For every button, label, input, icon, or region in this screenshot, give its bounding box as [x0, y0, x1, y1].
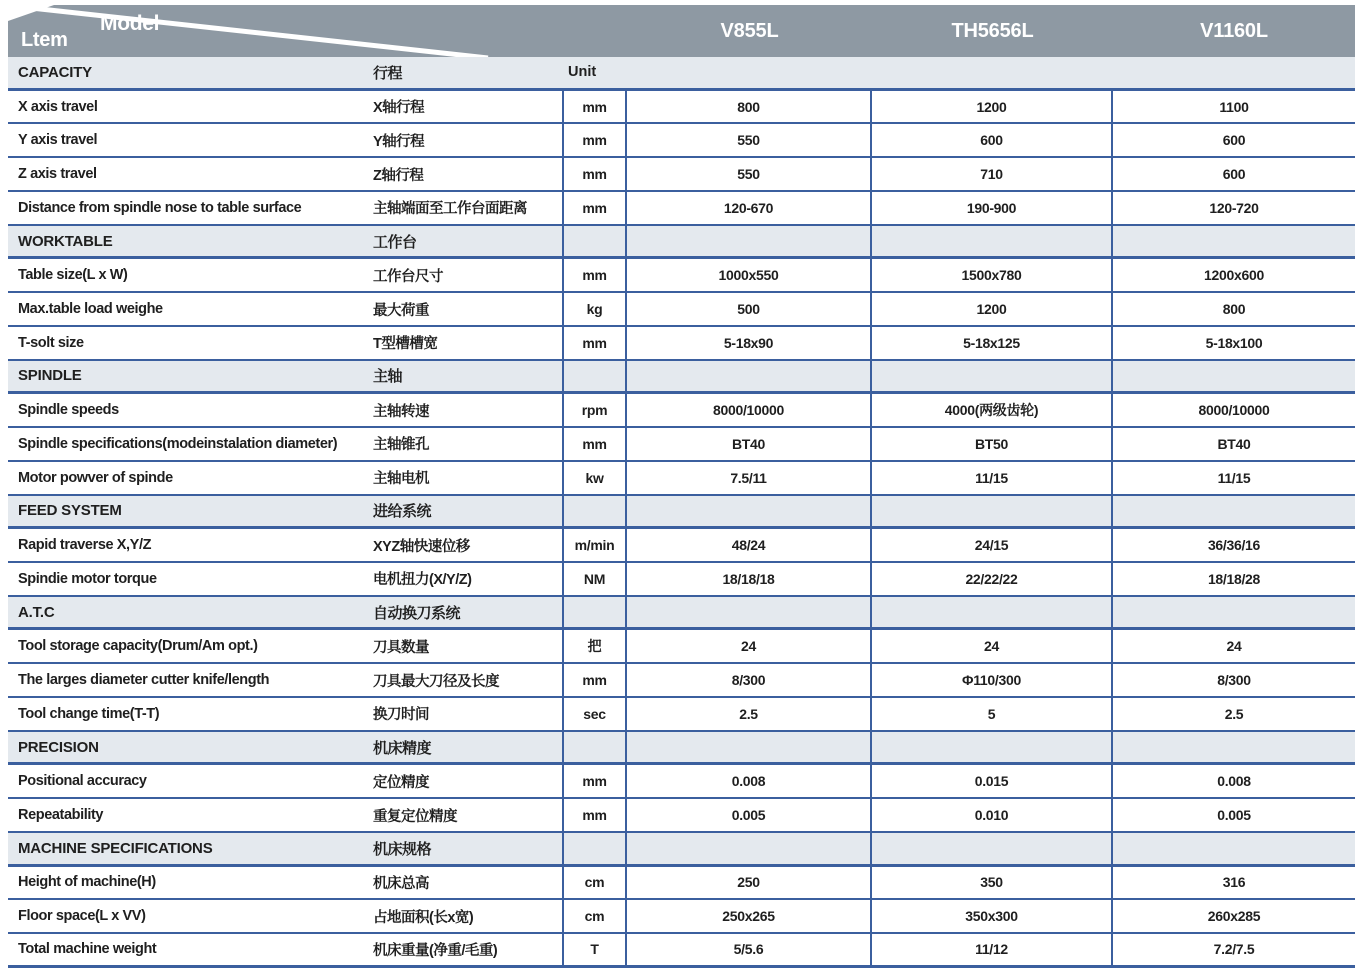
- spec-row: [8, 900, 1355, 934]
- spec-value-v855l: 7.5/11: [627, 462, 872, 494]
- spec-value-th5656l: 350: [872, 867, 1113, 899]
- spec-value-v1160l: 8000/10000: [1198, 402, 1270, 419]
- spec-value-th5656l: 5: [872, 698, 1113, 730]
- spec-label-zh: 最大荷重: [373, 302, 429, 319]
- spec-unit: mm: [562, 158, 627, 190]
- spec-label-en: Motor powver of spinde: [18, 469, 173, 486]
- spec-value-th5656l: 710: [872, 158, 1113, 190]
- section-empty-cell: [872, 597, 1113, 628]
- section-empty-cell: [1113, 361, 1355, 392]
- spec-label-en: Tool change time(T-T): [18, 705, 160, 722]
- spec-value-v855l: 5/5.6: [627, 934, 872, 965]
- spec-unit: mm: [562, 259, 627, 291]
- section-header-row: [8, 226, 1355, 260]
- section-empty-cell: [872, 496, 1113, 527]
- spec-label-en: Floor space(L x VV): [18, 908, 146, 925]
- spec-label-zh: 换刀时间: [373, 707, 429, 724]
- spec-value-v1160l: 0.008: [1217, 773, 1251, 790]
- section-header-row: [8, 496, 1355, 530]
- section-header-row: [8, 732, 1355, 766]
- spec-label-en: T-solt size: [18, 334, 84, 351]
- spec-row: [8, 664, 1355, 698]
- spec-label-en: Spindie motor torque: [18, 570, 157, 587]
- section-header-row: [8, 57, 1355, 91]
- section-title-en: A.T.C: [18, 603, 55, 621]
- spec-label-en: X axis travel: [18, 98, 98, 115]
- spec-label-en: Spindle speeds: [18, 402, 119, 419]
- spec-value-th5656l: 0.010: [872, 799, 1113, 831]
- section-empty-cell: [627, 496, 872, 527]
- spec-label-en: Spindle specifications(modeinstalation diameter): [18, 435, 338, 452]
- section-title-zh: 行程: [373, 64, 403, 82]
- section-title-en: SPINDLE: [18, 367, 82, 385]
- spec-value-v855l: 250: [627, 867, 872, 899]
- spec-value-v855l: 500: [627, 293, 872, 325]
- spec-value-th5656l: 22/22/22: [872, 563, 1113, 595]
- spec-value-v855l: 120-670: [627, 192, 872, 224]
- unit-column-header: [562, 597, 627, 628]
- table-header-band: [8, 5, 1355, 57]
- spec-value-v1160l: 800: [1222, 301, 1246, 317]
- spec-value-v855l: 550: [627, 124, 872, 156]
- section-title-en: WORKTABLE: [18, 232, 113, 250]
- section-title-en: MACHINE SPECIFICATIONS: [18, 839, 213, 857]
- spec-value-v1160l: 24: [1226, 638, 1242, 655]
- section-title-zh: 自动换刀系统: [373, 604, 461, 622]
- spec-unit: mm: [562, 91, 627, 123]
- section-empty-cell: [872, 732, 1113, 763]
- spec-label-zh: 电机扭力(X/Y/Z): [373, 572, 472, 589]
- spec-value-v855l: 2.5: [627, 698, 872, 730]
- spec-label-zh: XYZ轴快速位移: [373, 538, 470, 555]
- spec-label-zh: Z轴行程: [373, 167, 424, 184]
- spec-value-v1160l: 11/15: [1217, 469, 1251, 486]
- section-empty-cell: [872, 833, 1113, 864]
- spec-value-v855l: 800: [627, 91, 872, 123]
- spec-value-th5656l: 190-900: [872, 192, 1113, 224]
- spec-value-th5656l: 350x300: [872, 900, 1113, 932]
- spec-value-v855l: 48/24: [627, 529, 872, 561]
- spec-unit: mm: [562, 664, 627, 696]
- spec-row: [8, 698, 1355, 732]
- spec-label-zh: T型槽槽宽: [373, 336, 438, 353]
- spec-unit: sec: [562, 698, 627, 730]
- spec-unit: kg: [562, 293, 627, 325]
- spec-value-v1160l: 2.5: [1224, 705, 1244, 722]
- spec-value-th5656l: BT50: [872, 428, 1113, 460]
- spec-value-th5656l: 1200: [872, 91, 1113, 123]
- spec-unit: T: [562, 934, 627, 965]
- section-title-zh: 进给系统: [373, 503, 432, 521]
- section-title-zh: 机床规格: [373, 840, 432, 858]
- spec-unit: mm: [562, 327, 627, 359]
- spec-row: [8, 293, 1355, 327]
- spec-value-th5656l: 24: [872, 630, 1113, 662]
- spec-value-v855l: BT40: [627, 428, 872, 460]
- spec-value-v855l: 0.008: [627, 765, 872, 797]
- spec-label-zh: 机床总高: [373, 875, 429, 892]
- spec-label-zh: 刀具数量: [373, 639, 429, 656]
- spec-value-th5656l: 0.015: [872, 765, 1113, 797]
- model-axis-label: Model: [100, 12, 160, 35]
- spec-label-zh: 工作台尺寸: [373, 268, 443, 285]
- spec-unit: 把: [562, 630, 627, 662]
- spec-unit: cm: [562, 900, 627, 932]
- diagonal-divider: [8, 5, 562, 57]
- spec-row: [8, 765, 1355, 799]
- spec-label-en: Y axis travel: [18, 132, 98, 149]
- spec-label-en: Rapid traverse X,Y/Z: [18, 537, 152, 554]
- spec-row: [8, 91, 1355, 125]
- spec-value-th5656l: Φ110/300: [872, 664, 1113, 696]
- spec-unit: cm: [562, 867, 627, 899]
- unit-column-header: [562, 496, 627, 527]
- unit-column-header: Unit: [568, 64, 597, 81]
- spec-unit: mm: [562, 765, 627, 797]
- spec-value-v1160l: 600: [1222, 132, 1246, 149]
- section-empty-cell: [627, 732, 872, 763]
- section-empty-cell: [1113, 833, 1355, 864]
- section-empty-cell: [1113, 597, 1355, 628]
- spec-label-en: Repeatability: [18, 807, 104, 824]
- spec-label-zh: 机床重量(净重/毛重): [373, 942, 498, 959]
- spec-value-v1160l: 260x285: [1207, 908, 1261, 925]
- spec-label-en: Max.table load weighe: [18, 301, 163, 317]
- spec-value-th5656l: 11/12: [872, 934, 1113, 965]
- spec-row: [8, 192, 1355, 226]
- spec-label-zh: Y轴行程: [373, 133, 425, 150]
- spec-value-v1160l: 36/36/16: [1207, 537, 1261, 554]
- spec-row: [8, 934, 1355, 968]
- spec-value-v855l: 8000/10000: [627, 394, 872, 426]
- section-title-en: FEED SYSTEM: [18, 502, 122, 520]
- spec-value-v855l: 550: [627, 158, 872, 190]
- spec-value-v855l: 250x265: [627, 900, 872, 932]
- spec-label-zh: 刀具最大刀径及长度: [373, 673, 499, 690]
- spec-row: [8, 563, 1355, 597]
- spec-value-th5656l: 11/15: [872, 462, 1113, 494]
- spec-row: [8, 428, 1355, 462]
- unit-column-header: [562, 732, 627, 763]
- spec-label-zh: 重复定位精度: [373, 808, 457, 825]
- section-title-en: PRECISION: [18, 738, 99, 756]
- spec-row: [8, 462, 1355, 496]
- spec-label-en: Total machine weight: [18, 941, 157, 958]
- spec-row: [8, 799, 1355, 833]
- spec-value-v855l: 1000x550: [627, 259, 872, 291]
- spec-row: [8, 259, 1355, 293]
- section-title-zh: 工作台: [373, 233, 417, 251]
- spec-unit: mm: [562, 428, 627, 460]
- section-title-zh: 主轴: [373, 368, 403, 386]
- spec-value-v855l: 18/18/18: [627, 563, 872, 595]
- table-body: [8, 57, 1355, 968]
- model-column-th5656l: TH5656L: [951, 19, 1034, 42]
- spec-value-v855l: 8/300: [627, 664, 872, 696]
- spec-label-zh: 主轴转速: [373, 403, 429, 420]
- spec-label-en: Positional accuracy: [18, 773, 147, 790]
- spec-value-th5656l: 4000(两级齿轮): [872, 394, 1113, 426]
- spec-value-v1160l: 8/300: [1217, 672, 1251, 689]
- spec-row: [8, 327, 1355, 361]
- spec-value-v1160l: BT40: [1217, 435, 1251, 452]
- item-axis-label: Ltem: [21, 29, 68, 51]
- section-header-row: [8, 361, 1355, 395]
- spec-value-v1160l: 1100: [1219, 98, 1249, 115]
- section-empty-cell: [872, 226, 1113, 257]
- spec-value-v1160l: 316: [1222, 874, 1246, 891]
- spec-label-zh: X轴行程: [373, 100, 425, 117]
- section-empty-cell: [1113, 57, 1355, 88]
- section-empty-cell: [1113, 496, 1355, 527]
- spec-row: [8, 394, 1355, 428]
- section-empty-cell: [872, 57, 1113, 88]
- spec-row: [8, 124, 1355, 158]
- section-empty-cell: [627, 361, 872, 392]
- spec-value-th5656l: 1500x780: [872, 259, 1113, 291]
- spec-label-en: Table size(L x W): [18, 267, 128, 284]
- spec-row: [8, 158, 1355, 192]
- spec-value-v1160l: 600: [1222, 166, 1246, 183]
- spec-value-v1160l: 5-18x100: [1205, 334, 1263, 351]
- spec-label-en: Z axis travel: [18, 166, 97, 183]
- section-empty-cell: [627, 57, 872, 88]
- spec-value-v1160l: 1200x600: [1204, 267, 1264, 284]
- machine-spec-table: [8, 5, 1355, 968]
- section-empty-cell: [1113, 732, 1355, 763]
- spec-label-zh: 占地面积(长x宽): [373, 909, 474, 926]
- spec-value-v1160l: 7.2/7.5: [1213, 941, 1255, 958]
- unit-column-header: [562, 361, 627, 392]
- spec-row: [8, 630, 1355, 664]
- unit-column-header: [562, 833, 627, 864]
- spec-label-en: Distance from spindle nose to table surface: [18, 199, 302, 216]
- spec-unit: rpm: [562, 394, 627, 426]
- spec-label-zh: 定位精度: [373, 774, 429, 791]
- spec-label-en: The larges diameter cutter knife/length: [18, 672, 270, 689]
- section-title-en: CAPACITY: [18, 63, 92, 81]
- section-empty-cell: [627, 226, 872, 257]
- spec-label-en: Tool storage capacity(Drum/Am opt.): [18, 638, 258, 655]
- spec-unit: NM: [562, 563, 627, 595]
- spec-value-th5656l: 24/15: [872, 529, 1113, 561]
- spec-label-zh: 主轴电机: [373, 471, 429, 488]
- spec-value-v855l: 0.005: [627, 799, 872, 831]
- spec-label-zh: 主轴锥孔: [373, 437, 429, 454]
- spec-row: [8, 529, 1355, 563]
- spec-unit: kw: [562, 462, 627, 494]
- unit-column-header: [562, 226, 627, 257]
- spec-value-v1160l: 18/18/28: [1207, 570, 1261, 587]
- spec-value-v1160l: 120-720: [1209, 199, 1259, 216]
- section-header-row: [8, 833, 1355, 867]
- section-empty-cell: [627, 833, 872, 864]
- spec-label-zh: 主轴端面至工作台面距离: [373, 201, 527, 218]
- section-empty-cell: [1113, 226, 1355, 257]
- section-empty-cell: [627, 597, 872, 628]
- item-model-diagonal-cell: [8, 5, 627, 57]
- spec-unit: mm: [562, 124, 627, 156]
- spec-label-en: Height of machine(H): [18, 874, 156, 891]
- spec-value-v855l: 5-18x90: [627, 327, 872, 359]
- spec-unit: mm: [562, 799, 627, 831]
- spec-value-v855l: 24: [627, 630, 872, 662]
- spec-value-th5656l: 1200: [872, 293, 1113, 325]
- model-column-v855l: V855L: [720, 19, 779, 42]
- model-column-v1160l: V1160L: [1200, 19, 1268, 42]
- spec-value-th5656l: 600: [872, 124, 1113, 156]
- spec-row: [8, 867, 1355, 901]
- section-header-row: [8, 597, 1355, 631]
- spec-value-th5656l: 5-18x125: [872, 327, 1113, 359]
- section-empty-cell: [872, 361, 1113, 392]
- spec-unit: m/min: [562, 529, 627, 561]
- spec-value-v1160l: 0.005: [1217, 807, 1251, 824]
- spec-unit: mm: [562, 192, 627, 224]
- section-title-zh: 机床精度: [373, 739, 432, 757]
